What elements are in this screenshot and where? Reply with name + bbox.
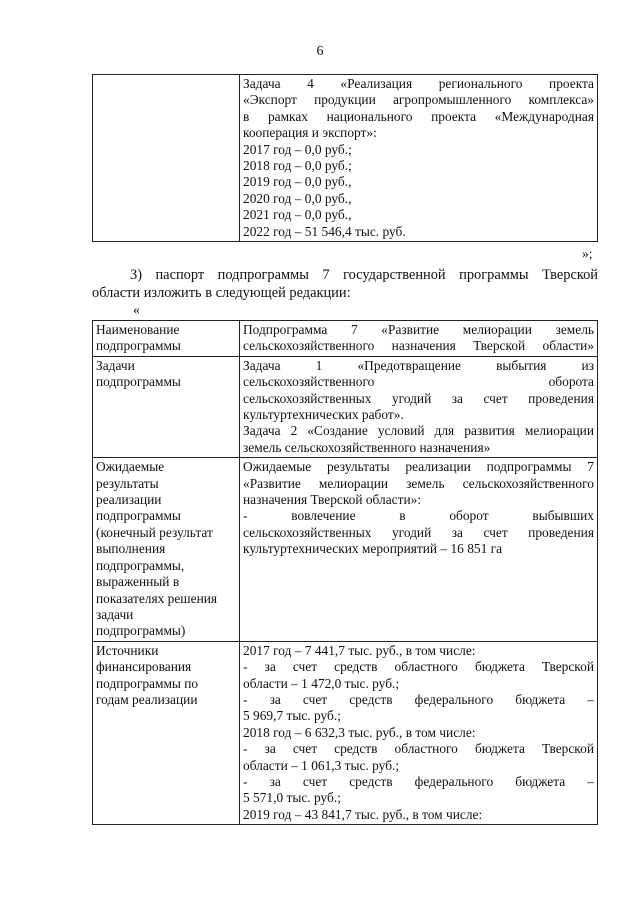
value-line: Подпрограмма 7 «Развитие мелиорации земель xyxy=(243,322,594,337)
label-line: подпрограммы) xyxy=(96,623,186,639)
task4-line: 2020 год – 0,0 руб., xyxy=(243,190,352,206)
label-line: Наименование xyxy=(96,322,180,337)
value-line: сельскохозяйственных угодий за счет проведения xyxy=(243,524,594,540)
row-value-funding-sources xyxy=(240,641,598,824)
row-value-tasks xyxy=(240,356,598,457)
label-line: годам реализации xyxy=(96,691,198,707)
value-line: сельскохозяйственного оборота xyxy=(243,374,594,390)
value-line: земель сельскохозяйственного назначения» xyxy=(243,439,491,455)
row-label-funding-sources xyxy=(93,641,240,824)
label-line: подпрограммы по xyxy=(96,675,199,691)
label-line: подпрограммы xyxy=(96,338,181,354)
value-line: 5 969,7 тыс. руб.; xyxy=(243,708,341,724)
budget-table-continuation xyxy=(92,74,598,242)
value-line: 2018 год – 6 632,3 тыс. руб., в том числе: xyxy=(243,724,476,740)
table-row xyxy=(93,75,598,242)
amendment-paragraph xyxy=(92,266,598,302)
value-line: области – 1 472,0 тыс. руб.; xyxy=(243,675,400,691)
table-row xyxy=(93,356,598,457)
row-label-expected-results xyxy=(93,458,240,641)
label-line: Задачи xyxy=(96,357,135,373)
value-line: 5 571,0 тыс. руб.; xyxy=(243,790,341,806)
label-line: Ожидаемые xyxy=(96,459,165,475)
task4-line: «Экспорт продукции агропромышленного комплекса» xyxy=(243,92,594,108)
value-line: культуртехнических мероприятий – 16 851 га xyxy=(243,541,503,557)
label-line: задачи xyxy=(96,606,134,622)
value-line: культуртехнических работ». xyxy=(243,407,404,423)
row-label-tasks xyxy=(93,356,240,457)
empty-label-cell xyxy=(93,75,240,242)
label-line: выполнения xyxy=(96,541,166,557)
value-line: - за счет средств федерального бюджета – xyxy=(243,773,594,789)
value-line: 2017 год – 7 441,7 тыс. руб., в том числе: xyxy=(243,642,476,658)
row-value-name xyxy=(240,321,598,357)
page-number: 6 xyxy=(316,44,324,59)
value-line: - вовлечение в оборот выбывших xyxy=(243,508,594,524)
task4-line: 2017 год – 0,0 руб.; xyxy=(243,141,352,157)
opening-quote-mark: « xyxy=(133,303,140,318)
label-line: Источники xyxy=(96,642,159,658)
label-line: выраженный в xyxy=(96,574,180,590)
value-line: - за счет средств областного бюджета Тверской xyxy=(243,741,594,757)
label-line: результаты xyxy=(96,475,159,491)
value-line: Задача 2 «Создание условий для развития мелиорации xyxy=(243,423,594,439)
label-line: подпрограммы xyxy=(96,374,181,390)
subprogram-passport-table xyxy=(92,320,598,825)
row-label-name xyxy=(93,321,240,357)
row-value-expected-results xyxy=(240,458,598,641)
label-line: реализации xyxy=(96,492,162,508)
label-line: финансирования xyxy=(96,659,192,675)
task4-line: 2018 год – 0,0 руб.; xyxy=(243,158,352,174)
table-row xyxy=(93,641,598,824)
table-row xyxy=(93,321,598,357)
value-line: Ожидаемые результаты реализации подпрограммы 7 xyxy=(243,459,594,475)
value-line: сельскохозяйственных угодий за счет проведения xyxy=(243,390,594,406)
paragraph-line: 3) паспорт подпрограммы 7 государственной программы Тверской xyxy=(130,267,598,283)
task4-funding-cell xyxy=(240,75,598,242)
label-line: подпрограммы, xyxy=(96,557,185,573)
task4-line: кооперация и экспорт»: xyxy=(243,125,377,141)
value-line: «Развитие мелиорации земель сельскохозяйственного xyxy=(243,475,594,491)
value-line: - за счет средств областного бюджета Тверской xyxy=(243,659,594,675)
paragraph-line: области изложить в следующей редакции: xyxy=(92,285,351,301)
label-line: показателях решения xyxy=(96,590,218,606)
value-line: - за счет средств федерального бюджета – xyxy=(243,691,594,707)
value-line: назначения Тверской области»: xyxy=(243,492,422,508)
task4-line: Задача 4 «Реализация регионального проекта xyxy=(243,76,594,91)
task4-line: 2019 год – 0,0 руб., xyxy=(243,174,352,190)
value-line: области – 1 061,3 тыс. руб.; xyxy=(243,757,400,773)
label-line: подпрограммы xyxy=(96,508,181,524)
value-line: Задача 1 «Предотвращение выбытия из xyxy=(243,357,594,373)
task4-line: 2021 год – 0,0 руб., xyxy=(243,207,352,223)
value-line: 2019 год – 43 841,7 тыс. руб., в том числе: xyxy=(243,806,483,822)
closing-quote-mark: »; xyxy=(582,246,593,261)
table-row xyxy=(93,458,598,641)
label-line: (конечный результат xyxy=(96,524,213,540)
task4-line: 2022 год – 51 546,4 тыс. руб. xyxy=(243,223,406,239)
value-line: сельскохозяйственного назначения Тверской области» xyxy=(243,338,594,354)
task4-line: в рамках национального проекта «Международная xyxy=(243,108,594,124)
